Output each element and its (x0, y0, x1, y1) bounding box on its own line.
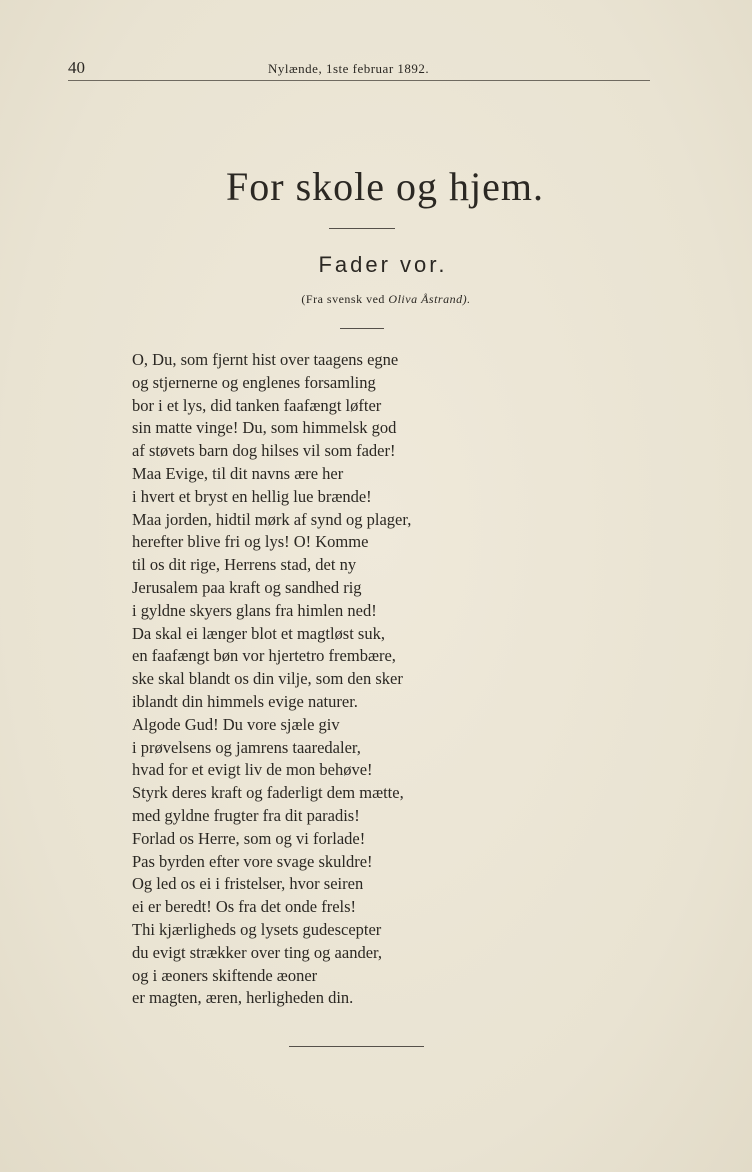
poem-line: og i æoners skiftende æoner (132, 965, 318, 985)
poem-line: du evigt strækker over ting og aander, (132, 942, 382, 962)
poem-line: ei er beredt! Os fra det onde frels! (132, 897, 357, 917)
poem-line: bor i et lys, did tanken faafængt løfter (132, 395, 382, 415)
credit-prefix: (Fra svensk ved (301, 292, 389, 306)
poem-line: iblandt din himmels evige naturer. (132, 691, 358, 711)
poem-line: Maa Evige, til dit navns ære her (132, 463, 344, 483)
poem-line: Forlad os Herre, som og vi forlade! (132, 828, 366, 848)
end-rule (289, 1046, 424, 1047)
poem-line: Maa jorden, hidtil mørk af synd og plager, (132, 509, 412, 529)
poem-line: Thi kjærligheds og lysets gudescepter (132, 919, 382, 939)
credit-translator-name: Oliva Åstrand). (388, 292, 471, 306)
poem-line: til os dit rige, Herrens stad, det ny (132, 555, 357, 575)
poem-body (132, 349, 552, 1010)
poem-line: er magten, æren, herligheden din. (132, 988, 354, 1008)
poem-line: Jerusalem paa kraft og sandhed rig (132, 577, 362, 597)
poem-line: af støvets barn dog hilses vil som fader! (132, 441, 396, 461)
title-divider (329, 228, 395, 229)
poem-line: herefter blive fri og lys! O! Komme (132, 532, 369, 552)
section-title: For skole og hjem. (226, 164, 544, 209)
page-number: 40 (68, 58, 85, 77)
poem-title: Fader vor. (318, 252, 448, 277)
header-rule (68, 80, 650, 81)
poem-line: Pas byrden efter vore svage skuldre! (132, 851, 373, 871)
poem-line: Algode Gud! Du vore sjæle giv (132, 714, 340, 734)
poem-line: Da skal ei længer blot et magtløst suk, (132, 623, 385, 643)
poem-line: med gyldne frugter fra dit paradis! (132, 805, 360, 825)
poem-line: sin matte vinge! Du, som himmelsk god (132, 418, 397, 438)
poem-line: hvad for et evigt liv de mon behøve! (132, 760, 373, 780)
poem-line: i hvert et bryst en hellig lue brænde! (132, 486, 372, 506)
credit-divider (340, 328, 384, 329)
poem-line: en faafængt bøn vor hjertetro frembære, (132, 646, 396, 666)
poem-line: O, Du, som fjernt hist over taagens egne (132, 350, 399, 369)
poem-line: Og led os ei i fristelser, hvor seiren (132, 874, 364, 894)
poem-line: i prøvelsens og jamrens taaredaler, (132, 737, 361, 757)
journal-issue-line: Nylænde, 1ste februar 1892. (268, 61, 430, 76)
poem-line: Styrk deres kraft og faderligt dem mætte, (132, 783, 404, 803)
poem-line: i gyldne skyers glans fra himlen ned! (132, 600, 377, 620)
translation-credit (0, 292, 752, 307)
running-head (68, 56, 650, 82)
poem-line: og stjernerne og englenes forsamling (132, 372, 376, 392)
poem-line: ske skal blandt os din vilje, som den sker (132, 669, 403, 689)
